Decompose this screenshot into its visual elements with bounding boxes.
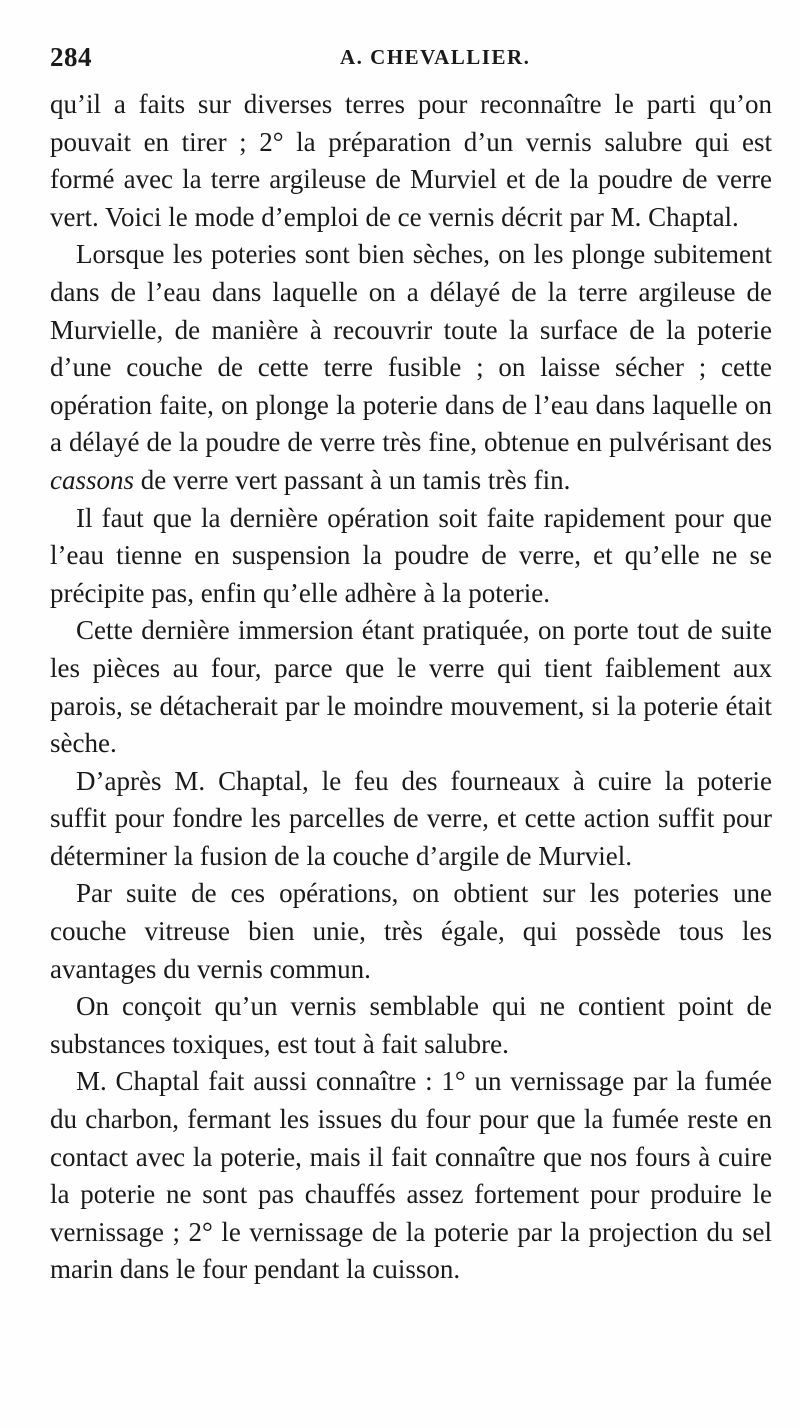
body-text bbox=[50, 86, 772, 1289]
paragraph: D’après M. Chaptal, le feu des fourneaux à cuire la poterie suffit pour fondre les parcelles de verre, et cette action suffit pour déterminer la fusion de la couche d’argile de Murviel. bbox=[50, 765, 772, 871]
paragraph: Par suite de ces opérations, on obtient sur les poteries une couche vitreuse bien unie, très égale, qui possède tous les avantages du vernis commun. bbox=[50, 878, 772, 984]
running-title: A. CHEVALLIER. bbox=[340, 45, 531, 69]
paragraph: Cette dernière immersion étant pratiquée, on porte tout de suite les pièces au four, parce que le verre qui tient faiblement aux parois, se détacherait par le moindre mouvement, si la poterie était sèche. bbox=[50, 615, 772, 759]
paragraph-text: de verre vert passant à un tamis très fin. bbox=[134, 464, 571, 495]
paragraph bbox=[50, 236, 772, 499]
paragraph: On conçoit qu’un vernis semblable qui ne contient point de substances toxiques, est tout à fait salubre. bbox=[50, 991, 772, 1059]
page-number: 284 bbox=[50, 42, 92, 72]
paragraph: M. Chaptal fait aussi connaître : 1° un vernissage par la fumée du charbon, fermant les issues du four pour que la fumée reste en contact avec la poterie, mais il fait connaître que nos fours à cuire la poterie ne sont pas chauffés assez fortement pour produire le vernissage ; 2° le vernissage de la poterie par la projection du sel marin dans le four pendant la cuisson. bbox=[50, 1066, 772, 1285]
running-head bbox=[50, 42, 764, 76]
emphasized-term: cassons bbox=[50, 464, 135, 495]
paragraph: Il faut que la dernière opération soit faite rapidement pour que l’eau tienne en suspension la poudre de verre, et qu’elle ne se précipite pas, enfin qu’elle adhère à la poterie. bbox=[50, 502, 772, 608]
paragraph-text: Lorsque les poteries sont bien sèches, on les plonge subitement dans de l’eau dans laquelle on a délayé de la terre argileuse de Murvielle, de manière à recouvrir toute la surface de la poterie d’une couche de cette terre fusible ; on laisse sécher ; cette opération faite, on plonge la poterie dans de l’eau dans laquelle on a délayé de la poudre de verre très fine, obtenue en pulvérisant des bbox=[50, 239, 772, 458]
paragraph-continuation: qu’il a faits sur diverses terres pour reconnaître le parti qu’on pouvait en tirer ; 2° la préparation d’un vernis salubre qui est formé avec la terre argileuse de Murviel et de la poudre de verre vert. Voici le mode d’emploi de ce vernis décrit par M. Chaptal. bbox=[50, 89, 772, 232]
